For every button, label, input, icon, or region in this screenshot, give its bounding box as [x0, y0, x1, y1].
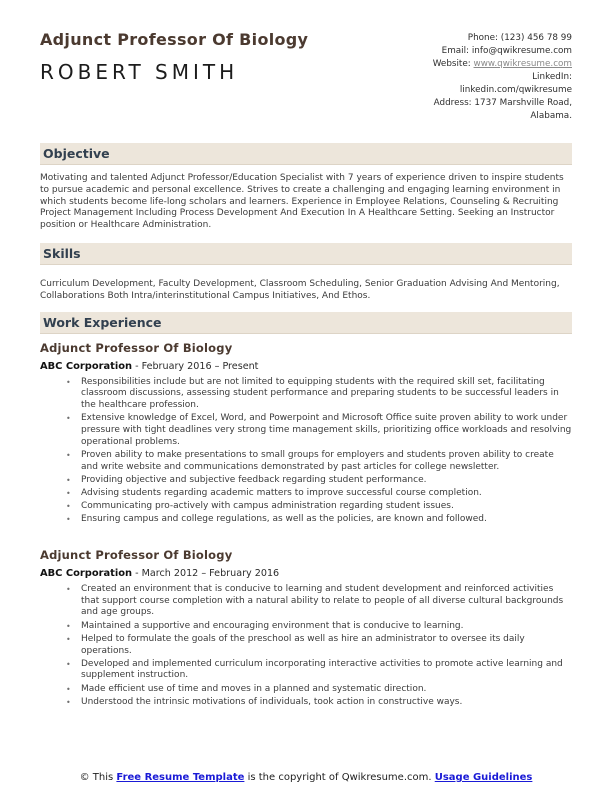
job-bullet-list: [40, 377, 572, 526]
contact-phone: Phone: (123) 456 78 99: [467, 33, 572, 43]
section-heading-work-experience: Work Experience: [40, 312, 572, 334]
page-title: Adjunct Professor Of Biology: [40, 30, 309, 49]
skills-text: Curriculum Development, Faculty Development, Classroom Scheduling, Senior Graduation Advising And Mentoring, Collaborations Both Intra/interinstitutional Campus Initiatives, And Ethos.: [40, 278, 560, 301]
job-title: Adjunct Professor Of Biology: [40, 340, 233, 355]
bullet-item: • Providing objective and subjective feedback regarding student performance.: [81, 475, 572, 487]
job-dates: - March 2012 – February 2016: [135, 568, 280, 580]
bullet-item: • Ensuring campus and college regulations, as well as the policies, are known and followed.: [81, 514, 572, 526]
bullet-item: • Helped to formulate the goals of the preschool as well as hire an administrator to oversee its daily operations.: [81, 634, 572, 657]
bullet-item: • Created an environment that is conducive to learning and student development and reinforced activities that support course completion with a natural ability to relate to people of all diverse cultural backgrounds and age groups.: [81, 584, 572, 619]
job-entry-2: [40, 548, 572, 709]
usage-guidelines-link[interactable]: Usage Guidelines: [434, 772, 533, 783]
job-company-line: [40, 360, 572, 373]
company-name: ABC Corporation: [40, 360, 133, 372]
contact-email: Email: info@qwikresume.com: [441, 46, 572, 56]
objective-text: Motivating and talented Adjunct Professor/Education Specialist with 7 years of experience driven to inspire students to pursue academic and personal excellence. Strives to create a challenging and engaging learning environment in which students become life-long scholars and learners. Experience in Employee Relations, Counseling & Recruiting Project Management Including Process Development And Execution In A Healthcare Setting. Seeking an Instructor position or Healthcare Administration.: [40, 173, 564, 231]
footer-middle: is the copyright of Qwikresume.com.: [244, 772, 435, 783]
contact-linkedin-value: linkedin.com/qwikresume: [459, 85, 572, 95]
footer-prefix: © This: [79, 772, 117, 783]
bullet-item: • Advising students regarding academic matters to improve successful course completion.: [81, 488, 572, 500]
bullet-item: • Communicating pro-actively with campus administration regarding student issues.: [81, 501, 572, 513]
header: [40, 30, 572, 123]
bullet-item: • Made efficient use of time and moves in a planned and systematic direction.: [81, 684, 572, 696]
bullet-item: • Proven ability to make presentations to small groups for employers and students proven ability to create and write website and communications demonstrated by past articles for college newsletter.: [81, 450, 572, 473]
job-bullet-list: [40, 584, 572, 709]
free-resume-template-link[interactable]: Free Resume Template: [116, 772, 245, 783]
bullet-item: • Maintained a supportive and encouraging environment that is conducive to learning.: [81, 621, 572, 633]
contact-address-line2: Alabama.: [530, 111, 572, 121]
bullet-item: • Extensive knowledge of Excel, Word, and Powerpoint and Microsoft Office suite proven ability to work under pressure with tight deadlines very strong time management skills, prioritizing office workloads and resolving operational problems.: [81, 413, 572, 448]
website-label: Website:: [432, 59, 474, 69]
company-name: ABC Corporation: [40, 568, 133, 580]
job-entry-1: [40, 341, 572, 526]
contact-website: [377, 58, 572, 71]
job-dates: - February 2016 – Present: [135, 360, 259, 372]
header-left: [40, 30, 308, 85]
footer-copyright: [75, 770, 537, 785]
contact-address-line1: Address: 1737 Marshville Road,: [433, 98, 572, 108]
website-link[interactable]: www.qwikresume.com: [473, 59, 572, 69]
section-heading-skills: Skills: [40, 243, 572, 265]
bullet-item: • Understood the intrinsic motivations of individuals, took action in constructive ways.: [81, 697, 572, 709]
section-heading-objective: Objective: [40, 143, 572, 165]
footer: [0, 770, 612, 785]
contact-block: [377, 32, 572, 123]
job-company-line: [40, 567, 572, 580]
bullet-item: • Responsibilities include but are not limited to equipping students with the required skill set, facilitating classroom discussions, assessing student performance and preparing students to be successful leaders in the healthcare profession.: [81, 377, 572, 412]
job-title: Adjunct Professor Of Biology: [40, 548, 233, 563]
candidate-name: ROBERT SMITH: [40, 60, 239, 84]
bullet-item: • Developed and implemented curriculum incorporating interactive activities to promote active learning and supplement instruction.: [81, 659, 572, 682]
contact-linkedin-label: LinkedIn:: [532, 72, 572, 82]
